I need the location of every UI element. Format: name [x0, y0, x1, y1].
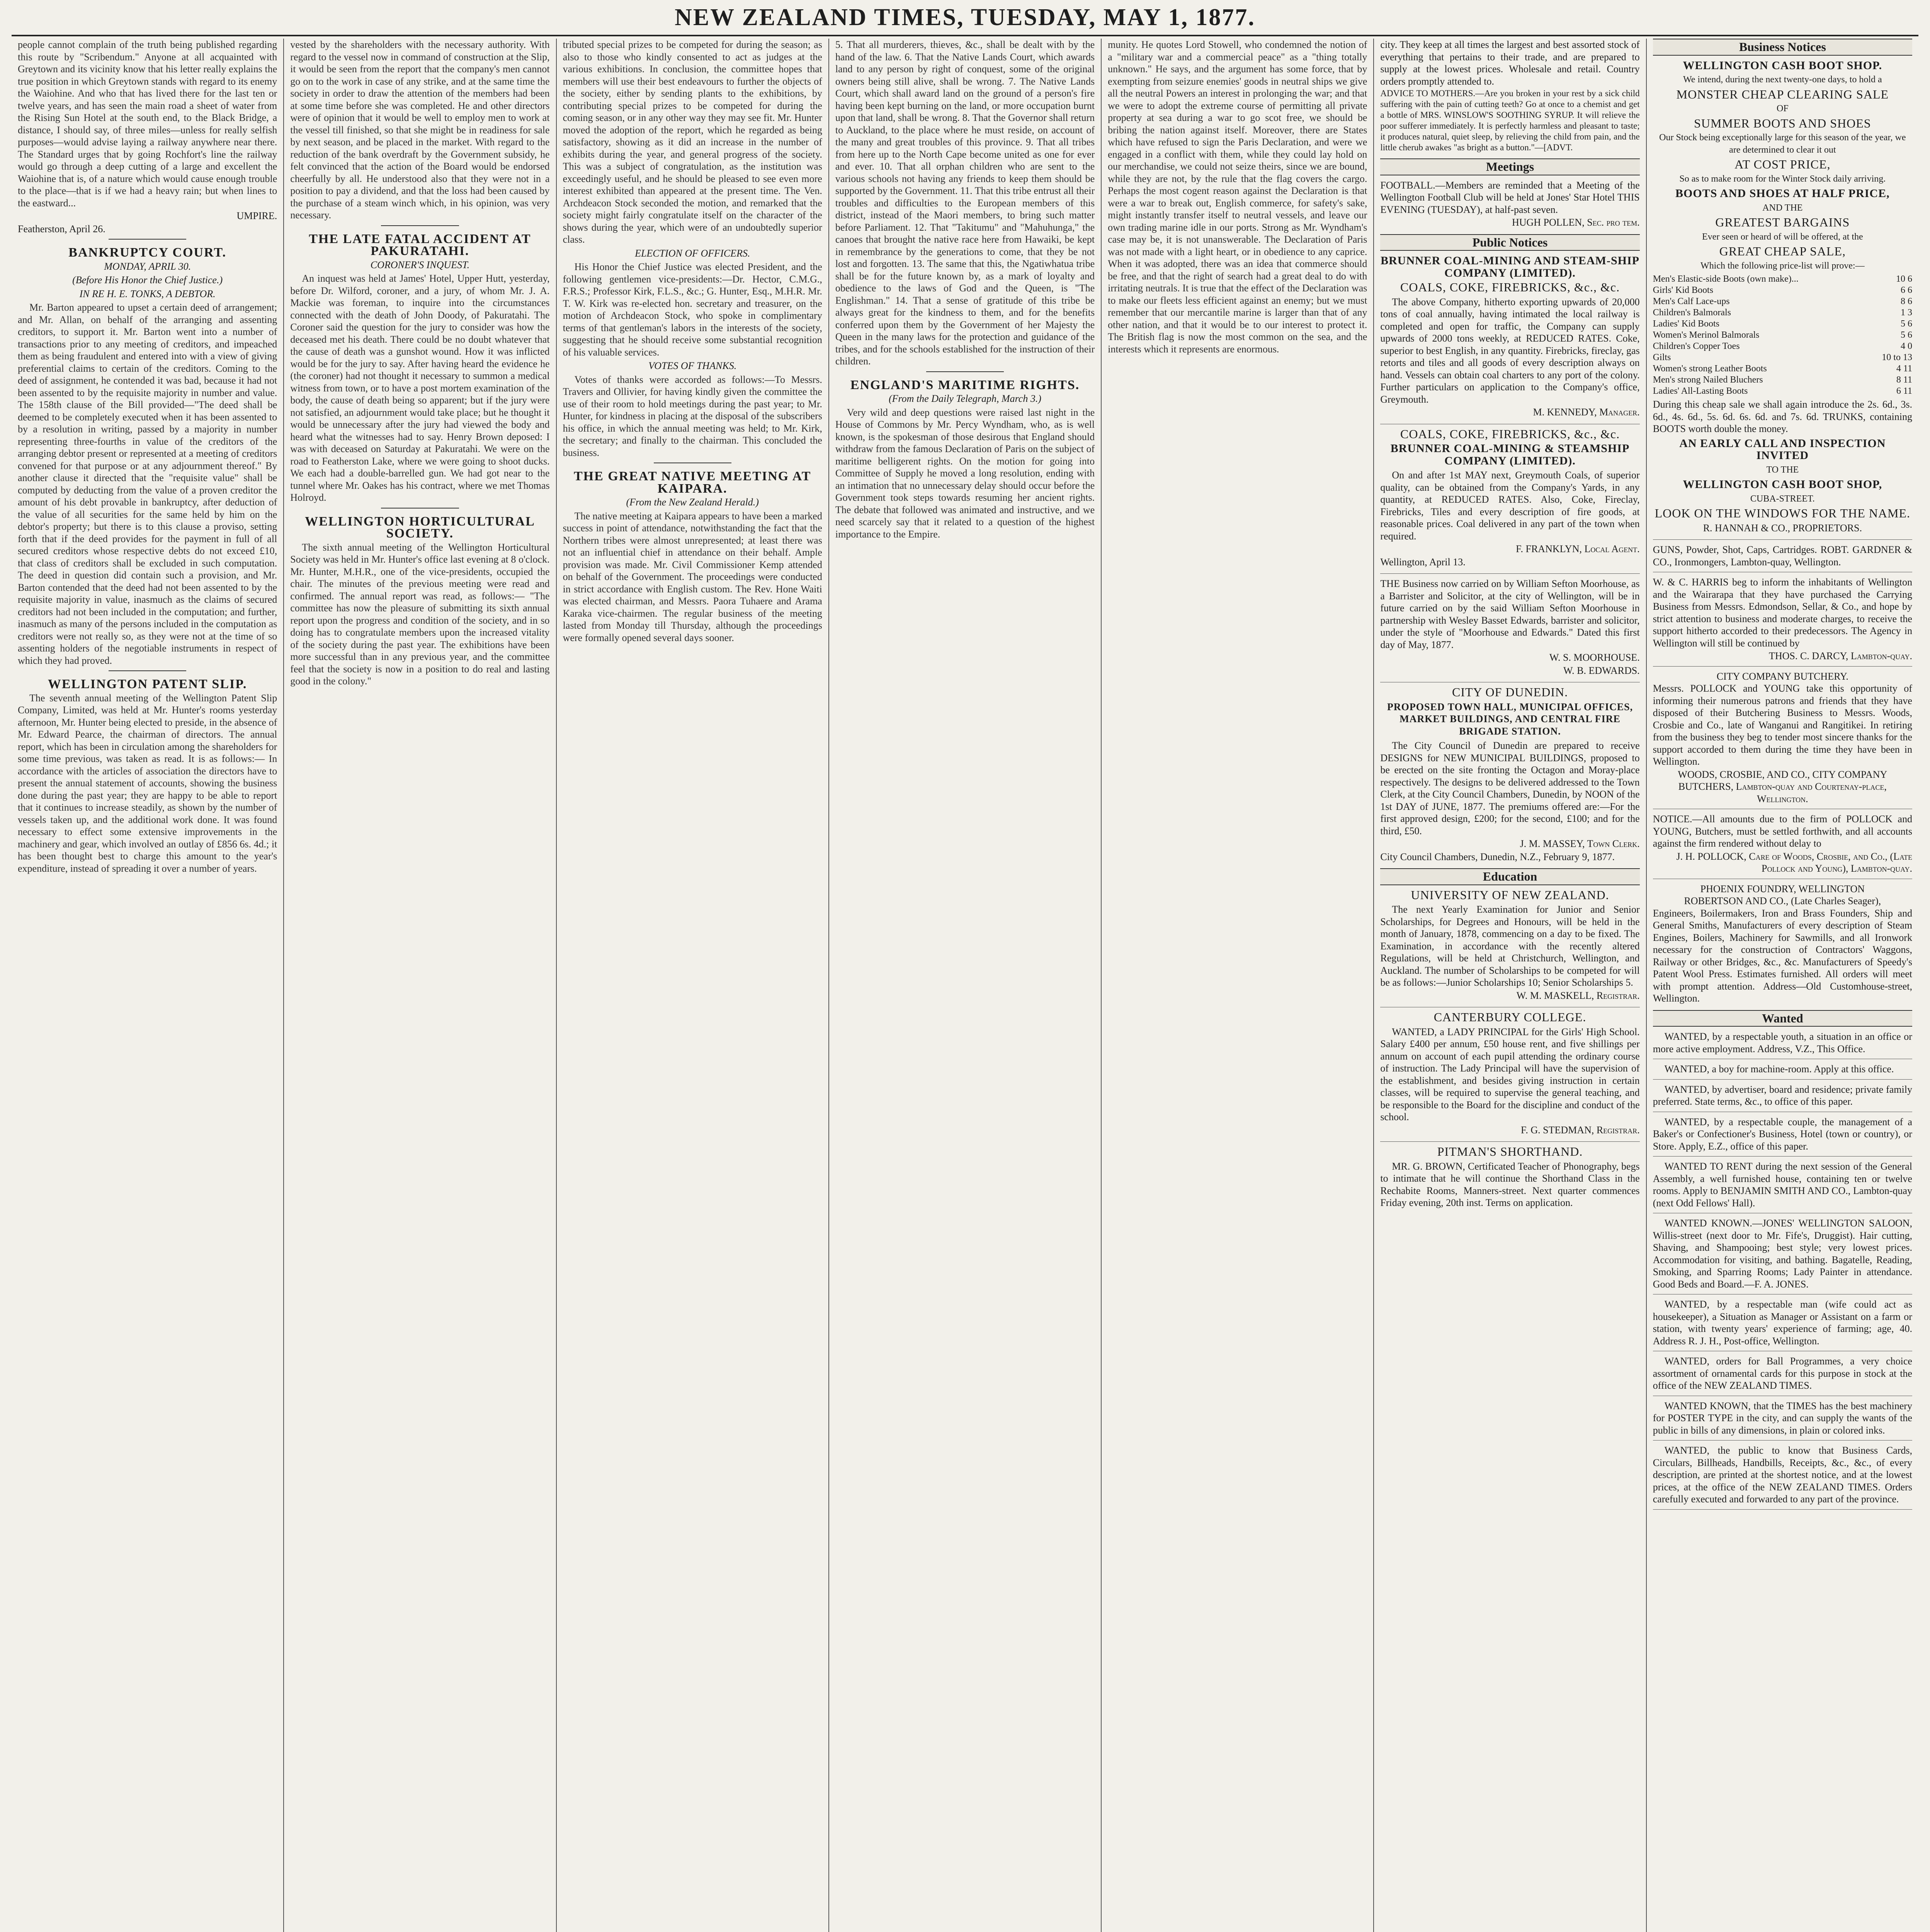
- wanted-ad: WANTED KNOWN, that the TIMES has the best machinery for POSTER TYPE in the city, and can supply the wants of the public in bills of any dimensions, in plain or colored inks.: [1653, 1400, 1912, 1436]
- wanted-ad: WANTED KNOWN.—JONES' WELLINGTON SALOON, Willis-street (next door to Mr. Fife's, Druggist). Hair cutting, Shaving, and Shampooing; best style; very lowest prices. Accommodation for visiting, and bathing. Bagatelle, Reading, Smoking, and Sparring Rooms; Lady Painter in attendance. Good Beds and Board.—F. A. JONES.: [1653, 1218, 1912, 1290]
- harris-advert: W. & C. HARRIS beg to inform the inhabitants of Wellington and the Wairarapa that they have purchased the Carrying Business from Messrs. Edmondson, Sellar, & Co., and hope by strict attention to business and moderate charges, to receive the support hitherto accorded to their predecessors. The Agency in Wellington will still be continued by: [1653, 577, 1912, 649]
- bankruptcy-before: (Before His Honor the Chief Justice.): [72, 274, 223, 286]
- native-meeting-text: The native meeting at Kaipara appears to have been a marked success in point of attendance, notwithstanding the fact that the Northern tribes were almost unrepresented; at least there was not an influential chief in attendance on their behalf. Ample provision was made. Mr. Civil Commissioner Kemp attended on behalf of the Government. The proceedings were conducted in strict accordance with English custom. The Rev. Hone Waiti was elected chairman, and Messrs. Paora Tuhaere and Arama Karaka vice-chairmen. The regular business of the meeting lasted from Monday till Thursday, although the proceedings were formally opened several days sooner.: [563, 510, 822, 643]
- price-value: 8 11: [1896, 375, 1912, 385]
- price-item: Children's Copper Toes: [1653, 341, 1740, 351]
- price-value: 6 11: [1896, 386, 1912, 396]
- cash-boot-shop-line: TO THE: [1766, 464, 1799, 475]
- cash-boot-shop-display: LOOK ON THE WINDOWS FOR THE NAME.: [1655, 506, 1911, 520]
- canterbury-heading: CANTERBURY COLLEGE.: [1433, 1010, 1587, 1024]
- horticultural-text: The sixth annual meeting of the Wellington Horticultural Society was held in Mr. Hunter's office last evening at 8 o'clock. Mr. Hunter, M.H.R., one of the vice-presidents, occupied the chair. The minutes of the previous meeting were read and confirmed. The annual report was read, as follows:— "The committee has now the pleasure of submitting its sixth annual report upon the progress and condition of the society, and in so doing has to congratulate members upon the increased vitality of the society during the past year. The exhibitions have been more successful than in any previous year, and the committee feel that the society is now in a position to do real and lasting good in the colony.": [290, 541, 550, 687]
- coals-subheading: BRUNNER COAL-MINING & STEAMSHIP COMPANY (LIMITED).: [1390, 442, 1630, 467]
- price-item: Women's strong Leather Boots: [1653, 364, 1767, 374]
- price-item: Girls' Kid Boots: [1653, 285, 1714, 295]
- coals-date: Wellington, April 13.: [1380, 556, 1466, 568]
- fatal-accident-text: An inquest was held at James' Hotel, Upper Hutt, yesterday, before Dr. Wilford, coroner, and a jury, of whom Mr. J. A. Mackie was foreman, to inquire into the circumstances connected with the death of John Doody, of Pakuratahi. The Coroner said the question for the jury to consider was how the deceased met his death. There could be no doubt whatever that the cause of death was a gunshot wound. How it was inflicted would be for the jury to say. After having heard the evidence he (the coroner) had not thought it necessary to summon a medical witness from town, or to have a post mortem examination of the body, the cause of death being so apparent; but if the jury were not satisfied, an adjournment would take place; but he thought it would be unnecessary after the jury had viewed the body and heard what the witnesses had to say. Henry Brown deposed: I was with deceased on Saturday at Pakuratahi. We were on the road to Featherston Lake, where we were going to shoot ducks. We each had a double-barrelled gun. We had got near to the tunnel where Mr. Oakes has his contract, where we met Thomas Holroyd.: [290, 273, 550, 503]
- cash-boot-shop-display: MONSTER CHEAP CLEARING SALE: [1676, 87, 1889, 101]
- coals-text: On and after 1st MAY next, Greymouth Coals, of superior quality, can be obtained from the Company's Yards, in any quantity, at REDUCED RATES. Also, Coke, Fireclay, Firebricks, Tiles and every description of fire goods, at reasonable prices. Coal delivered in any part of the town when required.: [1380, 469, 1640, 542]
- price-item: Gilts: [1653, 352, 1671, 362]
- brunner-signature: M. KENNEDY, Manager.: [1533, 406, 1640, 418]
- guns-advert: GUNS, Powder, Shot, Caps, Cartridges. ROBT. GARDNER & CO., Ironmongers, Lambton-quay, Wellington.: [1653, 544, 1912, 568]
- wanted-ad: WANTED, the public to know that Business Cards, Circulars, Billheads, Handbills, Receipts, &c., &c., of every description, are printed at the shortest notice, and at the lowest prices, at the office of the NEW ZEALAND TIMES. Orders carefully executed and forwarded to any part of the province.: [1653, 1445, 1912, 1505]
- votes-subheading: VOTES OF THANKS.: [648, 360, 737, 371]
- cash-boot-shop-line: During this cheap sale we shall again introduce the 2s. 6d., 3s. 6d., 4s. 6d., 5s. 6d. 6s. 6d. and 7s. 6d. TRUNKS, containing BOOTS worth double the money.: [1653, 399, 1912, 434]
- wanted-banner: Wanted: [1653, 1010, 1912, 1027]
- canterbury-signature: F. G. STEDMAN, Registrar.: [1521, 1124, 1640, 1136]
- advert-soothing-syrup: ADVICE TO MOTHERS.—Are you broken in your rest by a sick child suffering with the pain of cutting teeth? Go at once to a chemist and get a bottle of MRS. WINSLOW'S SOOTHING SYRUP. It will relieve the poor sufferer immediately. It is perfectly harmless and pleasant to taste; it produces natural, quiet sleep, by relieving the child from pain, and the little cherub awakes "as bright as a button."—[ADVT.: [1380, 88, 1640, 152]
- pitman-text: MR. G. BROWN, Certificated Teacher of Phonography, begs to intimate that he will continue the Shorthand Class in the Rechabite Rooms, Manners-street. Next quarter commences Friday evening, 20th inst. Terms on application.: [1380, 1160, 1640, 1208]
- wanted-ad: WANTED, by a respectable man (wife could act as housekeeper), a Situation as Manager or Assistant on a farm or station, with twenty years' experience of farming; age, 40. Address R. J. H., Post-office, Wellington.: [1653, 1299, 1912, 1347]
- wanted-ad: WANTED, orders for Ball Programmes, a very choice assortment of ornamental cards for this purpose in stock at the office of the NEW ZEALAND TIMES.: [1653, 1355, 1912, 1391]
- column-2: [284, 39, 556, 1932]
- price-item: Ladies' All-Lasting Boots: [1653, 386, 1748, 396]
- letter-text: people cannot complain of the truth being published regarding this route by "Scribendum." Anyone at all acquainted with Greytown and its vicinity know that his letter really explains the true position in which Greytown stands with regard to its enemy the Waiohine. And who that has lived there for the last ten or twelve years, and has seen the main road a sheet of water from the Rising Sun Hotel at the south end, to the Black Bridge, a distance, I should say, of three miles—unless for really selfish purposes—would advise laying a railway anywhere near there. The Standard urges that by going Rochfort's line the railway would go through a deep cutting of a large and excellent the Waiohine that is, of a nature which would cause enough trouble to the place—that is if we had a heavy rain; but when lines to the eastward...: [18, 39, 277, 209]
- bankruptcy-date: MONDAY, APRIL 30.: [104, 260, 191, 272]
- masthead-title: NEW ZEALAND TIMES, TUESDAY, MAY 1, 1877.: [675, 4, 1255, 31]
- university-heading: UNIVERSITY OF NEW ZEALAND.: [1411, 888, 1609, 902]
- newspaper-columns: [12, 39, 1918, 1932]
- business-text: THE Business now carried on by William Sefton Moorhouse, as a Barrister and Solicitor, at the city of Wellington, will be in future carried on by the said William Sefton Moorhouse in partnership with Wesley Basset Edwards, barrister and solicitor, under the style of "Moorhouse and Edwards." Dated this first day of May, 1877.: [1380, 578, 1640, 650]
- price-value: 10 6: [1896, 274, 1912, 284]
- price-value: 5 6: [1900, 319, 1912, 329]
- price-value: 4 0: [1900, 341, 1912, 351]
- divider: [926, 371, 1004, 372]
- education-banner: Education: [1380, 868, 1639, 885]
- maritime-rights-heading: ENGLAND'S MARITIME RIGHTS.: [850, 378, 1080, 392]
- column-4: [829, 39, 1102, 1932]
- separator: [1380, 573, 1639, 574]
- native-meeting-source: (From the New Zealand Herald.): [626, 497, 759, 508]
- patent-slip-text: The seventh annual meeting of the Wellington Patent Slip Company, Limited, was held at Mr. Hunter's rooms yesterday afternoon, Mr. Hunter being elected to preside, in the absence of Mr. Edward Pearce, the chairman of directors. The annual report, which has been in circulation among the shareholders for some time previous, was taken as read. It is as follows:— In accordance with the articles of association the directors have to present the annual statement of accounts, showing the business done during the past year; they are happy to be able to report that it continues to increase steadily, as shown by the number of vessels taken up, and the additional work done. It was found necessary to effect some extensive improvements in the machinery and gear, which involved an outlay of £856 6s. 4d.; it has been thought best to charge this amount to the year's expenditure, instead of spreading it over a number of years.: [18, 692, 277, 874]
- separator: [1653, 1079, 1912, 1080]
- maritime-rights-source: (From the Daily Telegraph, March 3.): [888, 393, 1041, 404]
- dunedin-signature: J. M. MASSEY, Town Clerk.: [1520, 838, 1640, 849]
- price-value: 4 11: [1896, 364, 1912, 374]
- price-row: [1653, 341, 1912, 352]
- column-7: [1647, 39, 1918, 1932]
- cash-boot-shop-advert: [1653, 60, 1912, 534]
- price-item: Ladies' Kid Boots: [1653, 319, 1719, 329]
- wanted-ad: WANTED, by a respectable youth, a situation in an office or more active employment. Address, V.Z., This Office.: [1653, 1031, 1912, 1054]
- column-5: [1102, 39, 1374, 1932]
- pollock-signature: J. H. POLLOCK, Care of Woods, Crosbie, and Co., (Late Pollock and Young), Lambton-quay.: [1676, 850, 1912, 874]
- business-partnership-notice: [1380, 578, 1639, 677]
- fatal-accident-heading: THE LATE FATAL ACCIDENT AT PAKURATAHI.: [309, 231, 531, 258]
- university-advert: [1380, 889, 1639, 1002]
- bankruptcy-case: IN RE H. E. TONKS, A DEBTOR.: [79, 288, 216, 299]
- pitman-heading: PITMAN'S SHORTHAND.: [1437, 1145, 1583, 1158]
- meetings-banner: Meetings: [1380, 158, 1639, 175]
- column-6: [1374, 39, 1646, 1932]
- price-item: Men's strong Nailed Bluchers: [1653, 375, 1763, 385]
- column-2-text: vested by the shareholders with the necessary authority. With regard to the vessel now in command of construction at the Slip, it would be seen from the report that the company's men cannot go on to the work in case of any strike, and at the same time the society in order to draw the attention of the members had been at some time before she was completed. He and other directors were of opinion that it would be well to employ men to work at the vessel till finished, so that she might be in readiness for sale by next season, and be placed in the market. With regard to the reduction of the bank overdraft by the Government subsidy, he felt convinced that the action of the Board would be endorsed cheerfully by all. He understood also that they were not in a position to pay a dividend, and that the loss had been caused by the purchase of a steam winch which, in his opinion, was very necessary.: [290, 39, 550, 221]
- brunner-subheading: COALS, COKE, FIREBRICKS, &c., &c.: [1400, 280, 1620, 294]
- price-row: [1653, 386, 1912, 397]
- patent-slip-heading: WELLINGTON PATENT SLIP.: [48, 677, 247, 691]
- dunedin-heading: CITY OF DUNEDIN.: [1452, 685, 1568, 699]
- cash-boot-shop-line: Which the following price-list will prove:—: [1700, 260, 1865, 271]
- price-row: [1653, 285, 1912, 296]
- column-6-text: city. They keep at all times the largest and best assorted stock of everything that pertains to their trade, and are prepared to supply at the lowest prices. Wholesale and retail. Country orders promptly attended to.: [1380, 39, 1640, 87]
- divider: [381, 225, 459, 226]
- business-notices-banner: Business Notices: [1653, 39, 1912, 56]
- price-row: [1653, 330, 1912, 341]
- price-item: Women's Merinol Balmorals: [1653, 330, 1760, 340]
- cash-boot-shop-display: SUMMER BOOTS AND SHOES: [1694, 116, 1871, 130]
- football-signature: HUGH POLLEN, Sec. pro tem.: [1512, 217, 1640, 228]
- wanted-ad: WANTED TO RENT during the next session of the General Assembly, a well furnished house, containing ten or twelve rooms. Apply to BENJAMIN SMITH AND CO., Lambton-quay (next Odd Fellows' Hall).: [1653, 1161, 1912, 1209]
- wanted-list: [1653, 1031, 1912, 1510]
- column-4-text: 5. That all murderers, thieves, &c., shall be dealt with by the hand of the law. 6. That the Native Lands Court, which awards land to any person by right of conquest, some of the original owners being still alive, shall be wrong. 7. The Native Lands Court, which shall award land on the ground of a person's fire having been kept burning on the land, or more occupation burnt upon that land, shall be wrong. 8. That the Governor shall return to Auckland, to the place where he must reside, on account of the many and great troubles of this province. 9. That all tribes from here up to the North Cape become united as one for ever and ever. 10. That all orphan children who are sent to the various schools not having any friends to keep them should be supported by the Government. 11. That this tribe entrust all their troubles and difficulties to the European members of this district, instead of the Maori members, to bring such matter before Parliament. 12. That "Takitumu" and "Mahuhunga," the canoes that brought the native race here from Hawaiki, be kept in remembrance by the generations to come, that they be not lost and forgotten. 13. The same that this, the Ngatiwhatua tribe shall be for the future known by, as a mark of loyalty and obedience to the laws of God and the Queen, is "The Englishman." 14. That a sense of gratitude of this tribe be always great for the kindness to them, and for the benefits conferred upon them by the Government of her Majesty the Queen in the many laws for the protection and guidance of the tribes, and for the schools established for the instruction of their children.: [835, 39, 1095, 367]
- separator: [1653, 539, 1912, 540]
- coroners-inquest-subheading: CORONER'S INQUEST.: [370, 259, 470, 270]
- butchery-heading: CITY COMPANY BUTCHERY.: [1716, 670, 1848, 682]
- cash-boot-shop-line: OF: [1776, 104, 1789, 114]
- price-row: [1653, 296, 1912, 307]
- price-item: Children's Balmorals: [1653, 308, 1731, 318]
- dunedin-date: City Council Chambers, Dunedin, N.Z., February 9, 1877.: [1380, 851, 1615, 862]
- cash-boot-shop-display: GREATEST BARGAINS: [1715, 215, 1850, 229]
- masthead-rule: [12, 35, 1918, 36]
- price-row: [1653, 274, 1912, 285]
- bankruptcy-heading: BANKRUPTCY COURT.: [68, 245, 226, 260]
- price-row: [1653, 374, 1912, 386]
- butchery-text: Messrs. POLLOCK and YOUNG take this opportunity of informing their numerous patrons and friends that they have disposed of their Butchering Business to Messrs. Woods, Crosbie and Co., late of Wanganui and Rangitikei. In retiring from the business they beg to tender most sincere thanks for the support accorded to them during the time they have been in Wellington.: [1653, 683, 1912, 767]
- price-item: Men's Elastic-side Boots (own make)...: [1653, 274, 1799, 284]
- horticultural-heading: WELLINGTON HORTICULTURAL SOCIETY.: [305, 514, 535, 541]
- price-row: [1653, 318, 1912, 330]
- coals-signature: F. FRANKLYN, Local Agent.: [1516, 543, 1640, 554]
- cash-boot-shop-display: AN EARLY CALL AND INSPECTION INVITED: [1679, 437, 1886, 462]
- cash-boot-shop-display: AT COST PRICE,: [1734, 157, 1831, 171]
- cash-boot-shop-display: WELLINGTON CASH BOOT SHOP,: [1683, 478, 1882, 491]
- dunedin-advert: [1380, 686, 1639, 863]
- football-notice: [1380, 179, 1639, 229]
- separator: [1653, 666, 1912, 667]
- column-1: [12, 39, 284, 1932]
- canterbury-text: WANTED, a LADY PRINCIPAL for the Girls' High School. Salary £400 per annum, £50 house rent, and five shillings per annum on account of each pupil attending the ordinary course of instruction. The Lady Principal will have the supervision of the establishment, and besides giving instruction in certain classes, will be required to supervise the general teaching, and be responsible to the Board for the discipline and conduct of the school.: [1380, 1026, 1640, 1122]
- business-signature-2: W. B. EDWARDS.: [1563, 665, 1640, 676]
- bankruptcy-text: Mr. Barton appeared to upset a certain deed of arrangement; and Mr. Allan, on behalf of the arranging and assenting creditors, to support it. Mr. Barton went into a number of transactions prior to any meeting of creditors, and impeached them as being fraudulent and entered into with a view of giving preferential claims to certain of the creditors. Coming to the deed of assignment, he contended it was bad, because it had not been assented to by the requisite majority in number and value. The 158th clause of the Bill provided—"The deed shall be deemed to be completely executed when it has been assented to by a resolution in writing, passed by a majority in number representing three-fourths in value of the creditors of the arranging debtor present or represented at a meeting of creditors convened for that purpose or at any adjournment thereof." By another clause it directed that the "requisite value" shall be computed by deducting from the value of a proven creditor the amount of his debt provable in bankruptcy, after deduction of the value of all securities for the same held by him on the debtor's property; but there is to this clause a proviso, setting forth that if the deed provides for the payment in full of all secured creditors whose respective debts do not exceed £10, that class of creditors shall be excluded in such computation. The deed in question did contain such a provision, and Mr. Barton contended that the deed had not been assented to by the requisite majority in value, inasmuch as the claims of secured creditors had not been included in the computation; and further, inasmuch as many of the persons included in the computation as creditors were not really so, as they were not at the time of so assenting holders of the negotiable instruments in respect of which they had proved.: [18, 302, 277, 666]
- business-signature-1: W. S. MOORHOUSE.: [1549, 652, 1640, 663]
- price-value: 8 6: [1900, 296, 1912, 306]
- divider: [381, 508, 459, 509]
- separator: [1653, 1509, 1912, 1510]
- dunedin-text: The City Council of Dunedin are prepared to receive DESIGNS for NEW MUNICIPAL BUILDINGS, proposed to be erected on the site fronting the Octagon and Moray-place respectively. The designs to be delivered addressed to the Town Clerk, at the City Council Chambers, Dunedin, by NOON of the 1st DAY of JUNE, 1877. The premiums offered are:—For the first approved design, £200; for the second, £100; and for the third, £50.: [1380, 740, 1640, 837]
- cash-boot-shop-line: Our Stock being exceptionally large for this season of the year, we are determined to clear it out: [1659, 133, 1906, 155]
- election-subheading: ELECTION OF OFFICERS.: [635, 247, 750, 259]
- election-text: His Honor the Chief Justice was elected President, and the following gentlemen vice-presidents:—Dr. Hector, C.M.G., F.R.S.; Professor Kirk, F.L.S., &c.; G. Hunter, Esq., M.H.R. Mr. T. W. Kirk was re-elected hon. secretary and treasurer, on the motion of Archdeacon Stock, who spoke in complimentary terms of that gentleman's labors in the interests of the society, suggesting that he should receive some substantial recognition of his valuable services.: [563, 261, 822, 358]
- pitman-advert: [1380, 1146, 1639, 1209]
- pollock-notice: NOTICE.—All amounts due to the firm of POLLOCK and YOUNG, Butchers, must be settled forthwith, and all accounts against the firm rendered without delay to: [1653, 813, 1912, 849]
- price-row: [1653, 352, 1912, 363]
- cash-boot-shop-heading: WELLINGTON CASH BOOT SHOP.: [1683, 59, 1882, 72]
- native-meeting-heading: THE GREAT NATIVE MEETING AT KAIPARA.: [573, 469, 811, 496]
- cash-boot-shop-line: AND THE: [1762, 202, 1803, 213]
- letter-signature: UMPIRE.: [236, 210, 277, 221]
- divider: [109, 239, 186, 240]
- cash-boot-shop-line: Ever seen or heard of will be offered, at the: [1702, 231, 1863, 242]
- price-value: 10 to 13: [1882, 352, 1912, 362]
- phoenix-text: Engineers, Boilermakers, Iron and Brass Founders, Ship and General Smiths, Manufacturers of every description of Steam Engines, Boilers, Machinery for Sawmills, and all Ironwork necessary for the construction of Contractors' Waggons, Railway or other Bridges, &c., &c. Manufacturers of Speedy's Patent Wool Press. Estimates furnished. All orders will meet with prompt attention. Address—Old Customhouse-street, Wellington.: [1653, 907, 1912, 1004]
- brunner-heading: BRUNNER COAL-MINING AND STEAM-SHIP COMPANY (LIMITED).: [1381, 254, 1639, 279]
- butchery-signature: WOODS, CROSBIE, AND CO., CITY COMPANY BUTCHERS, Lambton-quay and Courtenay-place, Wellington.: [1678, 769, 1887, 804]
- public-notices-banner: Public Notices: [1380, 234, 1639, 251]
- wanted-ad: WANTED, by a respectable couple, the management of a Baker's or Confectioner's Business, Hotel (town or country), or Store. Apply, E.Z., office of this paper.: [1653, 1116, 1912, 1152]
- column-3: [557, 39, 829, 1932]
- separator: [1380, 1141, 1639, 1142]
- university-text: The next Yearly Examination for Junior and Senior Scholarships, for Degrees and Honours, will be held in the month of January, 1878, commencing on a day to be fixed. The Examination, in accordance with the recently altered Regulations, will be held at Christchurch, Wellington, and Auckland. The number of Scholarships to be competed for will be as follows:—Junior Scholarships 10; Senior Scholarships 5.: [1380, 904, 1640, 988]
- brunner-advert: [1380, 255, 1639, 418]
- wanted-ad: WANTED, a boy for machine-room. Apply at this office.: [1664, 1063, 1894, 1075]
- divider: [109, 670, 186, 671]
- price-value: 6 6: [1900, 285, 1912, 295]
- brunner-text: The above Company, hitherto exporting upwards of 20,000 tons of coal annually, having intimated the local railway is completed and open for traffic, the Company can supply upwards of 2000 tons weekly, at REDUCED RATES. Coke, superior to best English, in any quantity. Firebricks, fireclay, gas retorts and tiles and all goods of every description always on hand. Vessels can obtain coal charters to any port of the colony. Further particulars on application to the Company's office, Greymouth.: [1380, 296, 1640, 405]
- cash-boot-shop-display: GREAT CHEAP SALE,: [1719, 244, 1846, 258]
- cash-boot-shop-line: CUBA-STREET.: [1750, 493, 1815, 504]
- harris-signature: THOS. C. DARCY, Lambton-quay.: [1769, 650, 1912, 662]
- coals-advert: [1380, 428, 1639, 568]
- phoenix-heading: PHOENIX FOUNDRY, WELLINGTON: [1700, 883, 1865, 895]
- votes-text: Votes of thanks were accorded as follows:—To Messrs. Travers and Ollivier, for having kindly given the committee the use of their room to hold meetings during the past year; to Mr. Hunter, for kindness in placing at the disposal of the subscribers his office, in which the annual meeting was held; to Mr. Kirk, the secretary; and finally to the chairman. This concluded the business.: [563, 374, 822, 458]
- column-3-text: tributed special prizes to be competed for during the season; as also to those who kindly consented to act as judges at the various exhibitions. In conclusion, the committee hopes that members will use their best endeavours to further the objects of the society, either by sending plants to the exhibitions, by contributing special prizes to be competed for during the coming season, or in any other way they may see fit. Mr. Hunter moved the adoption of the report, which he regarded as being satisfactory, showing as it did an increase in the number of exhibits during the year, and general progress of the society. This was a subject of congratulation, as the institution was exceedingly useful, and he should be pleased to see even more interest exhibited than appeared at the present time. The Ven. Archdeacon Stock seconded the motion, and remarked that the society might fairly congratulate itself on the character of the shows during the year, which were of an undoubtedly superior class.: [563, 39, 822, 245]
- dunedin-subheading: PROPOSED TOWN HALL, MUNICIPAL OFFICES, MARKET BUILDINGS, AND CENTRAL FIRE BRIGADE STATION.: [1387, 701, 1633, 737]
- price-item: Men's Calf Lace-ups: [1653, 296, 1730, 306]
- column-5-text: munity. He quotes Lord Stowell, who condemned the notion of a "military war and a commercial peace" as a "thing totally unknown." He says, and the argument has some force, that by exempting from seizure enemies' goods in neutral ships we give all the neutral Powers an interest in prolonging the war; and that we were to adopt the extreme course of permitting all private property at sea during a war to go scot free, we should be bribing the nation against itself. Moreover, there are States which have refused to sign the Paris Declaration, and were we engaged in a conflict with them, while they could lay hold on our merchandise, we could not seize theirs, since we are bound, while they are not, by the rule that the flag covers the cargo. Perhaps the most cogent reason against the Declaration is that were a war to break out, English commerce, for safety's sake, might instantly transfer itself to neutral vessels, and leave our own trading marine idle in our ports. Strong as Mr. Wyndham's case may be, it is not unanswerable. The Declaration of Paris was not made with a light heart, or in obedience to any caprice. When it was adopted, there was an idea that commerce should be free, and that the right of search had a great deal to do with irritating neutrals. It is true that the effect of the Declaration was to make our fleets less efficient against an enemy; but we must remember that our mercantile marine is larger than that of any other nation, and that it would be to our interest to protect it. The British flag is now the most common on the sea, and the interests which it represents are enormous.: [1108, 39, 1367, 355]
- cash-boot-shop-line: We intend, during the next twenty-one days, to hold a: [1683, 75, 1882, 85]
- price-value: 5 6: [1900, 330, 1912, 340]
- football-text: FOOTBALL.—Members are reminded that a Meeting of the Wellington Football Club will be held at Jones' Star Hotel THIS EVENING (TUESDAY), at half-past seven.: [1380, 179, 1640, 215]
- wanted-ad: WANTED, by advertiser, board and residence; private family preferred. State terms, &c., to office of this paper.: [1653, 1083, 1912, 1107]
- phoenix-subheading: ROBERTSON AND CO., (Late Charles Seager),: [1684, 895, 1881, 906]
- canterbury-advert: [1380, 1011, 1639, 1136]
- coals-heading: COALS, COKE, FIREBRICKS, &c., &c.: [1400, 427, 1620, 441]
- cash-boot-shop-signature: R. HANNAH & CO., PROPRIETORS.: [1703, 522, 1862, 534]
- university-signature: W. M. MASKELL, Registrar.: [1516, 990, 1640, 1001]
- maritime-rights-text: Very wild and deep questions were raised last night in the House of Commons by Mr. Percy Wyndham, who, as is well known, is the spokesman of those desirous that England should withdraw from the famous Declaration of Paris on the subject of maritime belligerent rights. On the motion for going into Committee of Supply he moved a long resolution, ending with an intimation that no unnecessary delay should occur before the Government took steps towards resuming her ancient rights. The debate that followed was animated and instructive, and we need scarcely say that it related to a question of the highest importance to the Empire.: [835, 406, 1095, 540]
- price-row: [1653, 363, 1912, 374]
- price-list: [1653, 274, 1912, 397]
- cash-boot-shop-line: So as to make room for the Winter Stock daily arriving.: [1679, 173, 1886, 184]
- price-row: [1653, 307, 1912, 318]
- letter-dateline: Featherston, April 26.: [18, 223, 105, 235]
- price-value: 1 3: [1900, 308, 1912, 318]
- cash-boot-shop-display: BOOTS AND SHOES AT HALF PRICE,: [1675, 187, 1890, 200]
